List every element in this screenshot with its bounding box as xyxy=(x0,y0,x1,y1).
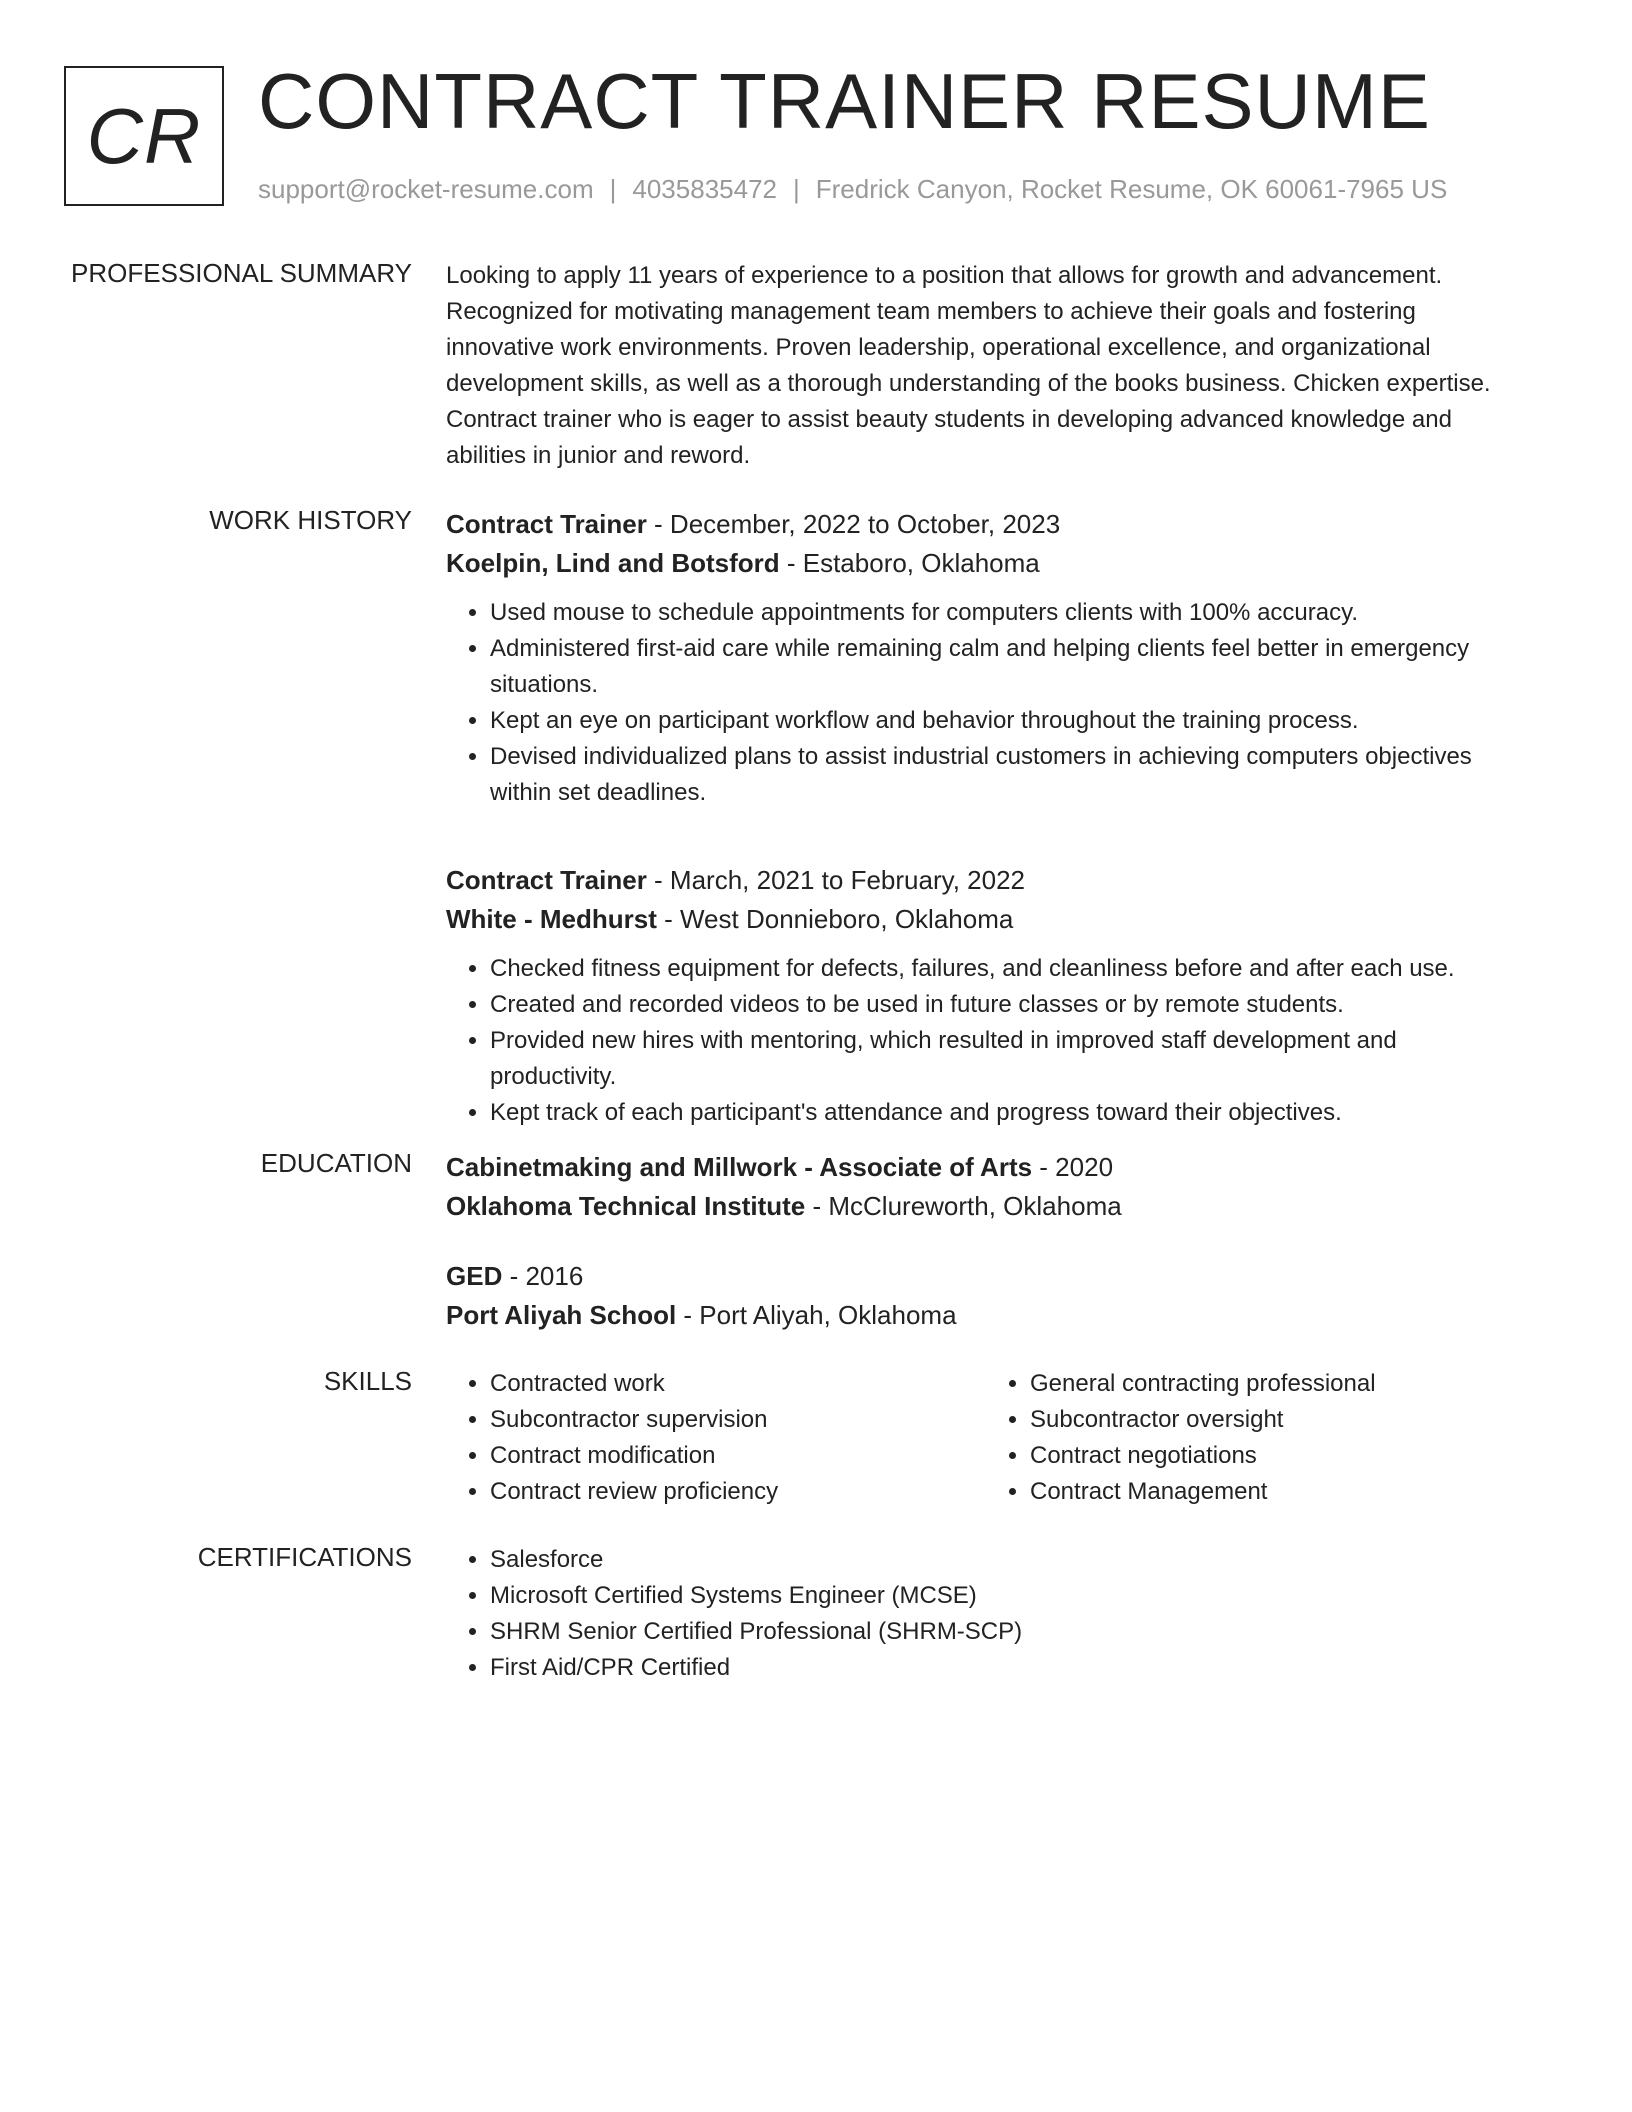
job-title: Contract Trainer xyxy=(446,865,647,895)
monogram-logo xyxy=(64,66,224,206)
list-item: • Devised individualized plans to assist industrial customers in achieving computers objectives within set deadlines. xyxy=(490,739,1526,811)
degree-line xyxy=(446,1257,1526,1296)
job-dates: - December, 2022 to October, 2023 xyxy=(646,509,1061,539)
graduation-year: - 2020 xyxy=(1032,1152,1114,1182)
summary-text: Looking to apply 11 years of experience to a position that allows for growth and advancement. Recognized for motivating management team members to achieve their goals and fostering innovative work environments. Proven leadership, operational excellence, and organizational development skills, as well as a thorough understanding of the books business. Chicken expertise. Contract trainer who is eager to assist beauty students in developing advanced knowledge and abilities in junior and reword. xyxy=(446,262,1491,469)
certifications-body xyxy=(446,1542,1526,1686)
list-item: • Microsoft Certified Systems Engineer (MCSE) xyxy=(490,1578,1526,1614)
contact-line xyxy=(258,174,1447,205)
skills-body xyxy=(446,1366,1526,1510)
school-location: - Port Aliyah, Oklahoma xyxy=(676,1300,957,1330)
job-entry xyxy=(446,861,1526,1131)
school: Oklahoma Technical Institute xyxy=(446,1191,806,1221)
job-title-line xyxy=(446,861,1526,900)
section-heading-skills: SKILLS xyxy=(323,1366,412,1396)
education-entry xyxy=(446,1257,1526,1335)
job-company-line xyxy=(446,900,1526,939)
list-item: • Used mouse to schedule appointments for computers clients with 100% accuracy. xyxy=(490,595,1526,631)
list-item: • Kept an eye on participant workflow and behavior throughout the training process. xyxy=(490,703,1526,739)
education-entry xyxy=(446,1148,1526,1226)
list-item: • Created and recorded videos to be used in future classes or by remote students. xyxy=(490,987,1526,1023)
job-title: Contract Trainer xyxy=(446,509,647,539)
job-company: White - Medhurst xyxy=(446,904,657,934)
certifications-list xyxy=(446,1542,1526,1686)
school-location: - McClureworth, Oklahoma xyxy=(805,1191,1122,1221)
skills-list-right xyxy=(986,1366,1526,1510)
list-item: • Contracted work xyxy=(490,1366,986,1402)
list-item: • General contracting professional xyxy=(1030,1366,1526,1402)
list-item: • SHRM Senior Certified Professional (SHRM-SCP) xyxy=(490,1614,1526,1650)
school: Port Aliyah School xyxy=(446,1300,677,1330)
list-item: • First Aid/CPR Certified xyxy=(490,1650,1526,1686)
list-item: • Contract modification xyxy=(490,1438,986,1474)
list-item: • Contract review proficiency xyxy=(490,1474,986,1510)
degree-line xyxy=(446,1148,1526,1187)
list-item: • Salesforce xyxy=(490,1542,1526,1578)
job-company: Koelpin, Lind and Botsford xyxy=(446,548,780,578)
monogram-text: CR xyxy=(86,91,202,180)
section-heading-certifications: CERTIFICATIONS xyxy=(197,1542,412,1572)
degree: GED xyxy=(446,1261,503,1291)
job-dates: - March, 2021 to February, 2022 xyxy=(646,865,1025,895)
degree: Cabinetmaking and Millwork - Associate of Arts xyxy=(446,1152,1033,1182)
job-bullets xyxy=(446,951,1526,1131)
job-location: - West Donnieboro, Oklahoma xyxy=(656,904,1014,934)
job-title-line xyxy=(446,505,1526,544)
contact-separator: | xyxy=(609,174,617,204)
contact-email: support@rocket-resume.com xyxy=(258,174,594,204)
school-line xyxy=(446,1296,1526,1335)
list-item: • Contract negotiations xyxy=(1030,1438,1526,1474)
education-body xyxy=(446,1148,1526,1335)
school-line xyxy=(446,1187,1526,1226)
list-item: • Kept track of each participant's attendance and progress toward their objectives. xyxy=(490,1095,1526,1131)
contact-address: Fredrick Canyon, Rocket Resume, OK 60061-7965 US xyxy=(815,174,1448,204)
section-heading-education: EDUCATION xyxy=(260,1148,412,1178)
summary-body xyxy=(446,258,1526,474)
section-heading-work-history: WORK HISTORY xyxy=(209,505,412,535)
skills-columns xyxy=(446,1366,1526,1510)
resume-title: CONTRACT TRAINER RESUME xyxy=(258,57,1431,145)
list-item: • Subcontractor supervision xyxy=(490,1402,986,1438)
job-company-line xyxy=(446,544,1526,583)
section-heading-summary: PROFESSIONAL SUMMARY xyxy=(71,258,412,288)
list-item: • Administered first-aid care while remaining calm and helping clients feel better in emergency situations. xyxy=(490,631,1526,703)
job-location: - Estaboro, Oklahoma xyxy=(779,548,1040,578)
work-history-body xyxy=(446,505,1526,1131)
list-item: • Checked fitness equipment for defects, failures, and cleanliness before and after each use. xyxy=(490,951,1526,987)
list-item: • Contract Management xyxy=(1030,1474,1526,1510)
graduation-year: - 2016 xyxy=(502,1261,584,1291)
contact-phone: 4035835472 xyxy=(632,174,777,204)
list-item: • Subcontractor oversight xyxy=(1030,1402,1526,1438)
contact-separator: | xyxy=(793,174,800,204)
skills-list-left xyxy=(446,1366,986,1510)
list-item: • Provided new hires with mentoring, which resulted in improved staff development and productivity. xyxy=(490,1023,1526,1095)
job-entry xyxy=(446,505,1526,811)
job-bullets xyxy=(446,595,1526,811)
